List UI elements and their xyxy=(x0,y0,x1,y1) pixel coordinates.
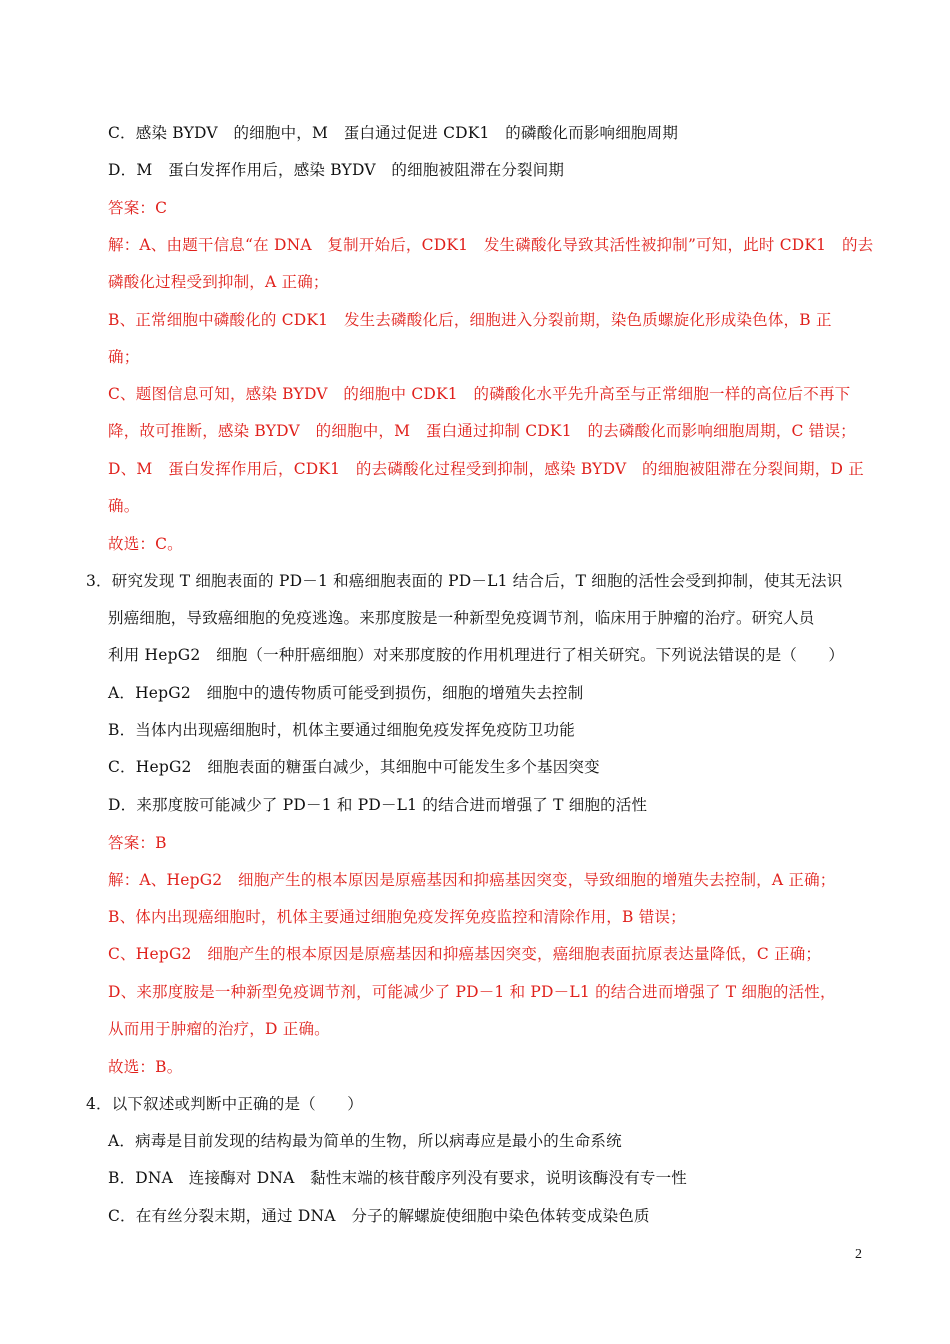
text-line: 别癌细胞，导致癌细胞的免疫逃逸。来那度胺是一种新型免疫调节剂，临床用于肿瘤的治疗。研究人员 xyxy=(108,609,815,627)
text-line: C．HepG2 细胞表面的糖蛋白减少，其细胞中可能发生多个基因突变 xyxy=(108,758,600,776)
answer-line: 磷酸化过程受到抑制，A 正确； xyxy=(108,273,329,291)
text-line: D．来那度胺可能减少了 PD－1 和 PD－L1 的结合进而增强了 T 细胞的活性 xyxy=(108,796,648,814)
question-line: 3．研究发现 T 细胞表面的 PD－1 和癌细胞表面的 PD－L1 结合后，T 细胞的活性会受到抑制，使其无法识 xyxy=(86,572,843,590)
answer-line: 降，故可推断，感染 BYDV 的细胞中，M 蛋白通过抑制 CDK1 的去磷酸化而影响细胞周期，C 错误； xyxy=(108,422,856,440)
answer-line: 解：A、由题干信息“在 DNA 复制开始后，CDK1 发生磷酸化导致其活性被抑制”可知，此时 CDK1 的去 xyxy=(108,236,874,254)
text-line: A．病毒是目前发现的结构最为简单的生物，所以病毒应是最小的生命系统 xyxy=(108,1132,622,1150)
page-number: 2 xyxy=(855,1247,862,1262)
answer-line: 故选：B。 xyxy=(108,1058,183,1076)
answer-line: 故选：C。 xyxy=(108,535,183,553)
question-line: 4．以下叙述或判断中正确的是（ ） xyxy=(86,1095,363,1113)
answer-line: D、M 蛋白发挥作用后，CDK1 的去磷酸化过程受到抑制，感染 BYDV 的细胞被阻滞在分裂间期，D 正 xyxy=(108,460,864,478)
text-line: C．感染 BYDV 的细胞中，M 蛋白通过促进 CDK1 的磷酸化而影响细胞周期 xyxy=(108,124,679,142)
text-line: B．当体内出现癌细胞时，机体主要通过细胞免疫发挥免疫防卫功能 xyxy=(108,721,575,739)
text-line: B．DNA 连接酶对 DNA 黏性末端的核苷酸序列没有要求，说明该酶没有专一性 xyxy=(108,1169,687,1187)
answer-line: C、题图信息可知，感染 BYDV 的细胞中 CDK1 的磷酸化水平先升高至与正常细胞一样的高位后不再下 xyxy=(108,385,851,403)
answer-line: 解：A、HepG2 细胞产生的根本原因是原癌基因和抑癌基因突变，导致细胞的增殖失去控制，A 正确； xyxy=(108,871,836,889)
answer-line: C、HepG2 细胞产生的根本原因是原癌基因和抑癌基因突变，癌细胞表面抗原表达量降低，C 正确； xyxy=(108,945,822,963)
text-line: 利用 HepG2 细胞（一种肝癌细胞）对来那度胺的作用机理进行了相关研究。下列说法错误的是（ ） xyxy=(108,646,845,664)
answer-line: 答案：B xyxy=(108,834,167,852)
answer-line: B、体内出现癌细胞时，机体主要通过细胞免疫发挥免疫监控和清除作用，B 错误； xyxy=(108,908,686,926)
answer-line: 确。 xyxy=(108,497,140,515)
answer-line: B、正常细胞中磷酸化的 CDK1 发生去磷酸化后，细胞进入分裂前期，染色质螺旋化形成染色体，B 正 xyxy=(108,311,832,329)
text-line: C．在有丝分裂末期，通过 DNA 分子的解螺旋使细胞中染色体转变成染色质 xyxy=(108,1207,650,1225)
answer-line: D、来那度胺是一种新型免疫调节剂，可能减少了 PD－1 和 PD－L1 的结合进而增强了 T 细胞的活性， xyxy=(108,983,836,1001)
answer-line: 从而用于肿瘤的治疗，D 正确。 xyxy=(108,1020,330,1038)
answer-line: 确； xyxy=(108,348,140,366)
text-line: A．HepG2 细胞中的遗传物质可能受到损伤，细胞的增殖失去控制 xyxy=(108,684,584,702)
answer-line: 答案：C xyxy=(108,199,168,217)
text-line: D．M 蛋白发挥作用后，感染 BYDV 的细胞被阻滞在分裂间期 xyxy=(108,161,565,179)
